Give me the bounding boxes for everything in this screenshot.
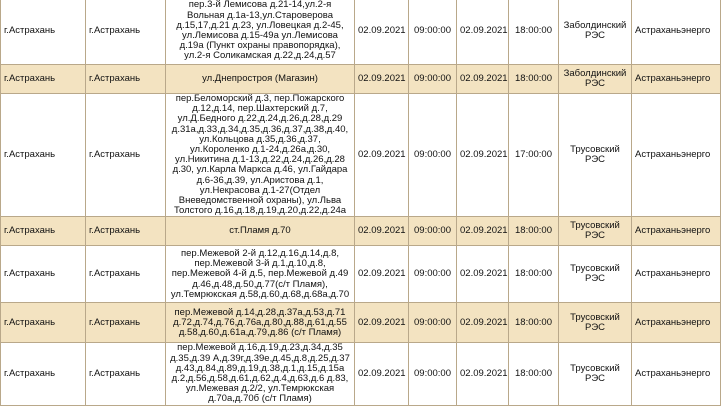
table-row [0,246,721,303]
start-time-cell: 09:00:00 [409,217,457,246]
address-cell: ул.Днепростроя (Магазин) [166,65,355,94]
organization-cell: Астраханьэнерго [632,94,721,217]
end-time-cell: 18:00:00 [509,343,559,405]
address-cell: пер.Беломорский д.3, пер.Пожарского д.12,д.14, пер.Шахтерский д.7, ул.Д.Бедного д.22,д.24,д.26,д.28,д.29 д.31а,д.33,д.34,д.35,д.36,д.37,д.38,д.40, ул.Кольцова д.35,д.36,д.37, ул.Короленко д.1-24,д.26а,д.30, ул.Никитина д.1-13,д.22,д.24,д.26,д.28 д.30, ул.Карла Маркса д.46, ул.Гайдара д.6-36,д.39, ул.Аристова д.1, ул.Некрасова д.1-27(Отдел Вневедомственной охраны), ул.Льва Толстого д.16,д.18,д.19,д.20,д.22,д.24а [166,94,355,217]
start-date-cell: 02.09.2021 [355,217,409,246]
start-date-cell: 02.09.2021 [355,94,409,217]
start-time-cell: 09:00:00 [409,94,457,217]
organization-cell: Астраханьэнерго [632,0,721,65]
organization-cell: Астраханьэнерго [632,217,721,246]
res-cell: Трусовский РЭС [559,343,632,405]
end-time-cell: 18:00:00 [509,246,559,303]
end-time-cell: 18:00:00 [509,0,559,65]
end-time-cell: 18:00:00 [509,65,559,94]
locality-cell: г.Астрахань [0,94,86,217]
end-date-cell: 02.09.2021 [457,343,509,405]
start-time-cell: 09:00:00 [409,303,457,343]
locality-cell: г.Астрахань [0,65,86,94]
settlement-cell: г.Астрахань [86,246,166,303]
organization-cell: Астраханьэнерго [632,65,721,94]
start-time-cell: 09:00:00 [409,246,457,303]
end-date-cell: 02.09.2021 [457,303,509,343]
table-row [0,343,721,405]
res-cell: Трусовский РЭС [559,217,632,246]
settlement-cell: г.Астрахань [86,0,166,65]
settlement-cell: г.Астрахань [86,94,166,217]
locality-cell: г.Астрахань [0,217,86,246]
settlement-cell: г.Астрахань [86,65,166,94]
end-date-cell: 02.09.2021 [457,65,509,94]
start-time-cell: 09:00:00 [409,343,457,405]
address-cell: пер.Межевой 2-й д.12,д.16,д.14,д.8, пер.Межевой 3-й д.1,д.10,д.8, пер.Межевой 4-й д.5, пер.Межевой д.49 д.46,д.48,д.50,д.77(с/т Пламя), ул.Темрюкская д.58,д.60,д.68,д.68а,д.70 [166,246,355,303]
table-row [0,217,721,246]
end-date-cell: 02.09.2021 [457,246,509,303]
address-cell: пер.3-й Лемисова д.21-14,ул.2-я Вольная д.1а-13,ул.Староверова д.15,17,д.21 д.23, ул.Ловецкая д.2-45, ул.Лемисова д.15-49а ул.Лемисова д.19а (Пункт охраны правопорядка), ул.2-я Соликамская д.22,д.24,д.57 [166,0,355,65]
res-cell: Трусовский РЭС [559,303,632,343]
locality-cell: г.Астрахань [0,0,86,65]
res-cell: Заболдинский РЭС [559,0,632,65]
end-date-cell: 02.09.2021 [457,94,509,217]
table-row [0,65,721,94]
start-date-cell: 02.09.2021 [355,0,409,65]
address-cell: пер.Межевой д.14,д.28,д.37а,д.53,д.71 д.72,д.74,д.76,д.76а,д.80,д.88,д.61,д.55 д.58,д.60,д.61а,д.79,д.86 (с/т Пламя) [166,303,355,343]
end-date-cell: 02.09.2021 [457,217,509,246]
settlement-cell: г.Астрахань [86,303,166,343]
start-time-cell: 09:00:00 [409,65,457,94]
organization-cell: Астраханьэнерго [632,343,721,405]
start-date-cell: 02.09.2021 [355,303,409,343]
table-row [0,303,721,343]
res-cell: Трусовский РЭС [559,246,632,303]
start-time-cell: 09:00:00 [409,0,457,65]
start-date-cell: 02.09.2021 [355,65,409,94]
organization-cell: Астраханьэнерго [632,246,721,303]
address-cell: ст.Пламя д.70 [166,217,355,246]
res-cell: Трусовский РЭС [559,94,632,217]
end-time-cell: 18:00:00 [509,217,559,246]
res-cell: Заболдинский РЭС [559,65,632,94]
start-date-cell: 02.09.2021 [355,343,409,405]
start-date-cell: 02.09.2021 [355,246,409,303]
settlement-cell: г.Астрахань [86,217,166,246]
locality-cell: г.Астрахань [0,246,86,303]
table-row [0,94,721,217]
end-date-cell: 02.09.2021 [457,0,509,65]
settlement-cell: г.Астрахань [86,343,166,405]
end-time-cell: 18:00:00 [509,303,559,343]
table-row [0,0,721,65]
locality-cell: г.Астрахань [0,343,86,405]
end-time-cell: 17:00:00 [509,94,559,217]
organization-cell: Астраханьэнерго [632,303,721,343]
locality-cell: г.Астрахань [0,303,86,343]
address-cell: пер.Межевой д.16,д.19,д.23,д.34,д.35 д.35,д.39 А,д.39г,д.39е,д.45,д.8,д.25,д.37 д.43,д.84,д.89,д.19,д.38,д.1,д.15,д.15а д.2,д.56,д.58,д.61,д.62,д.4,д.63,д.6 д.83, ул.Межевая д.2/2, ул.Темрюкская д.70а,д.70б (с/т Пламя) [166,343,355,405]
